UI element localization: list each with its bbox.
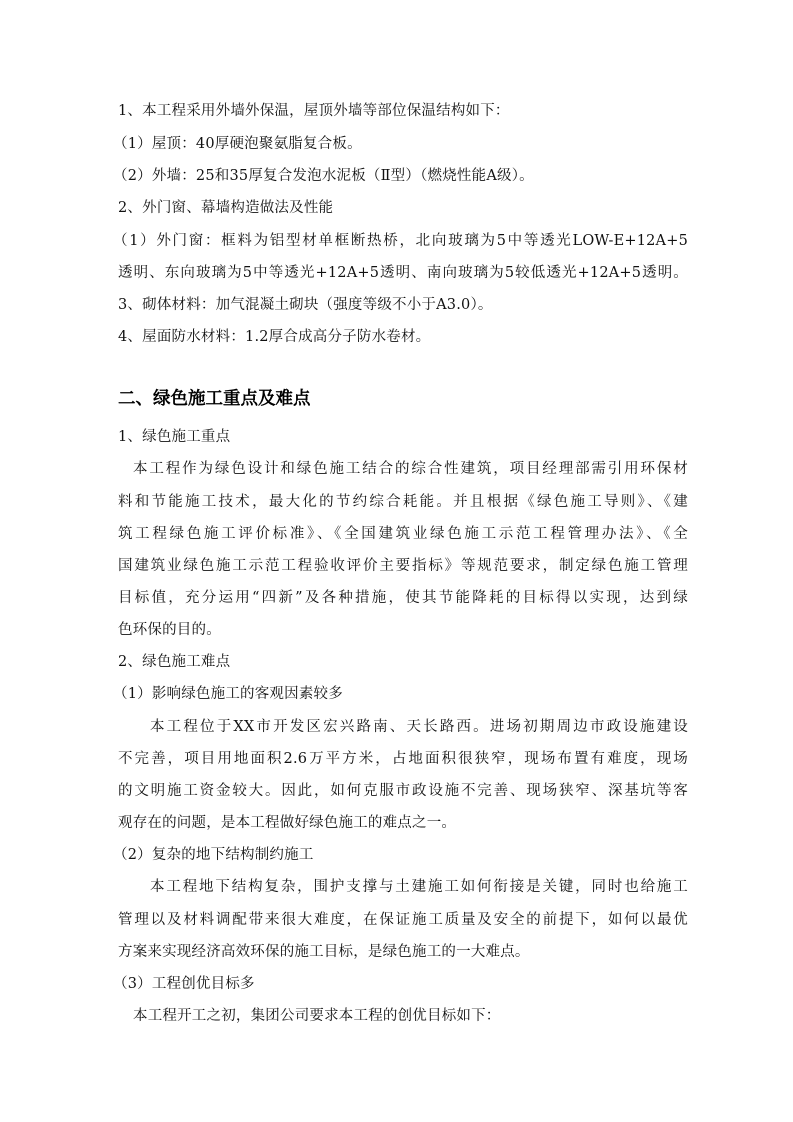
item-2-windows-line-1: （1）外门窗：框料为铝型材单框断热桥，北向玻璃为5中等透光LOW-E+12A+5 <box>113 233 688 249</box>
subsection-1-title: 1、绿色施工重点 <box>118 429 231 445</box>
paragraph-line: 不完善，项目用地面积2.6万平方米，占地面积很狭窄，现场布置有难度，现场 <box>118 751 688 767</box>
paragraph-line: 本工程作为绿色设计和绿色施工结合的综合性建筑，项目经理部需引用环保材 <box>133 461 688 477</box>
paragraph-line: 本工程位于XX市开发区宏兴路南、天长路西。进场初期周边市政设施建设 <box>150 719 688 735</box>
paragraph-line: 的文明施工资金较大。因此，如何克服市政设施不完善、现场狭窄、深基坑等客 <box>118 783 688 799</box>
paragraph-line: 方案来实现经济高效环保的施工目标，是绿色施工的一大难点。 <box>118 944 530 960</box>
paragraph-line: 目标值，充分运用“四新”及各种措施，使其节能降耗的目标得以实现，达到绿 <box>118 590 688 606</box>
difficulty-1-title: （1）影响绿色施工的客观因素较多 <box>113 686 343 702</box>
paragraph-line: 国建筑业绿色施工示范工程验收评价主要指标》等规范要求，制定绿色施工管理 <box>118 558 688 574</box>
item-1-roof: （1）屋顶：40厚硬泡聚氨脂复合板。 <box>113 136 362 152</box>
item-2-doors-windows: 2、外门窗、幕墙构造做法及性能 <box>118 200 334 216</box>
item-4-waterproofing: 4、屋面防水材料：1.2厚合成高分子防水卷材。 <box>118 329 431 345</box>
item-2-windows-line-2: 透明、东向玻璃为5中等透光+12A+5透明、南向玻璃为5较低透光+12A+5透明。 <box>118 265 688 281</box>
paragraph-line: 本工程地下结构复杂，围护支撑与土建施工如何衔接是关键，同时也给施工 <box>150 879 688 895</box>
difficulty-2-title: （2）复杂的地下结构制约施工 <box>113 847 314 863</box>
section-heading: 二、绿色施工重点及难点 <box>118 389 311 409</box>
item-1-insulation: 1、本工程采用外墙外保温，屋顶外墙等部位保温结构如下： <box>118 103 510 119</box>
paragraph-line: 管理以及材料调配带来很大难度，在保证施工质量及安全的前提下，如何以最优 <box>118 912 688 928</box>
paragraph-line: 本工程开工之初，集团公司要求本工程的创优目标如下： <box>133 1008 501 1024</box>
item-3-masonry: 3、砌体材料：加气混凝土砌块（强度等级不小于A3.0）。 <box>118 297 493 313</box>
subsection-2-title: 2、绿色施工难点 <box>118 654 231 670</box>
difficulty-3-title: （3）工程创优目标多 <box>113 976 255 992</box>
item-1-exterior-wall: （2）外墙：25和35厚复合发泡水泥板（Ⅱ型）（燃烧性能A级）。 <box>113 168 534 184</box>
paragraph-line: 色环保的目的。 <box>118 622 221 638</box>
paragraph-line: 料和节能施工技术，最大化的节约综合耗能。并且根据《绿色施工导则》、《建 <box>118 494 688 510</box>
paragraph-line: 观存在的问题，是本工程做好绿色施工的难点之一。 <box>118 815 457 831</box>
paragraph-line: 筑工程绿色施工评价标准》、《全国建筑业绿色施工示范工程管理办法》、《全 <box>118 526 688 542</box>
